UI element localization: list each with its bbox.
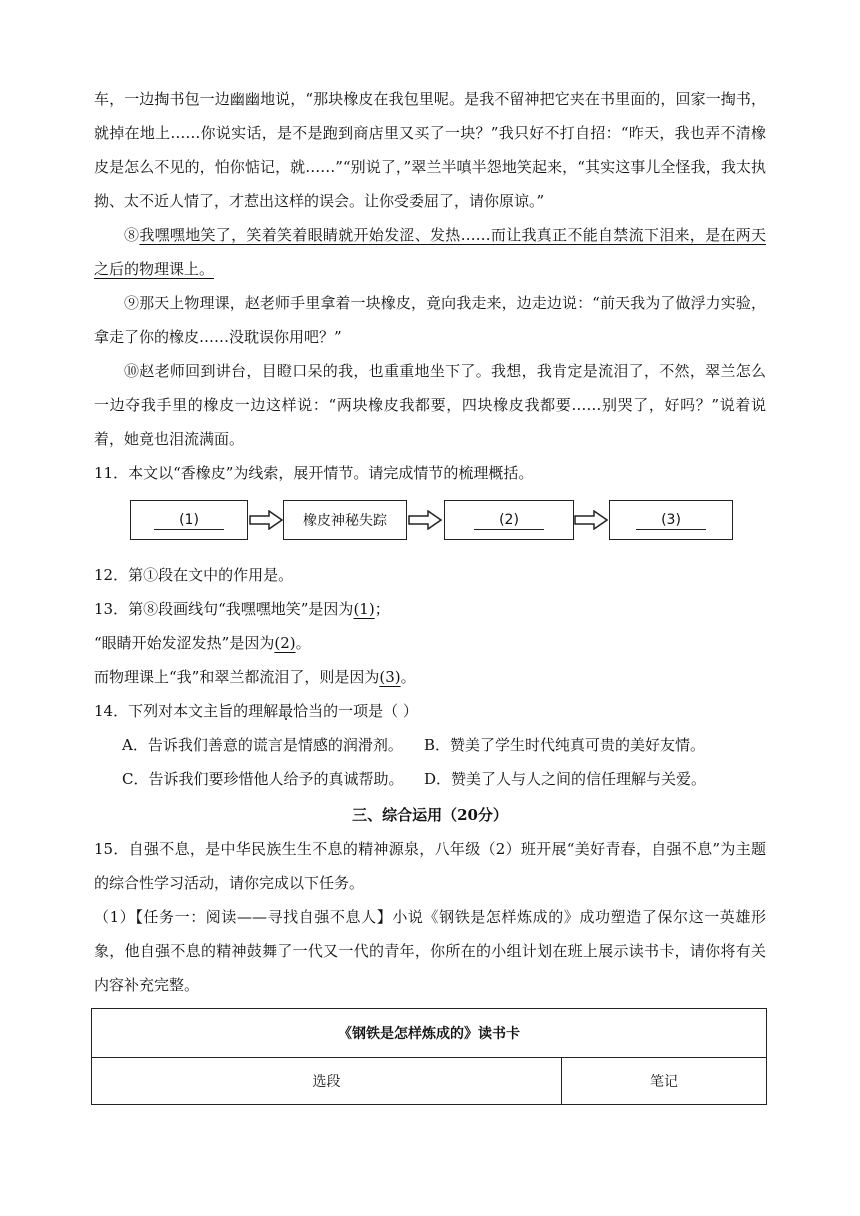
flow-box-4[interactable] <box>609 500 733 540</box>
flow-box-3[interactable] <box>444 500 574 540</box>
q13-punct: 。 <box>295 634 311 652</box>
question-15-task-1: （1）【任务一：阅读——寻找自强不息人】小说《钢铁是怎样炼成的》成功塑造了保尔这一英雄形象，他自强不息的精神鼓舞了一代又一代的青年，你所在的小组计划在班上展示读书卡，请你将有关内容补充完整。 <box>94 908 766 994</box>
q13-text: 13．第⑧段画线句“我嘿嘿地笑”是因为 <box>94 600 354 618</box>
blank-3: (3) <box>636 511 706 530</box>
q13-text: “眼睛开始发涩发热”是因为 <box>94 634 275 652</box>
section-heading: 三、综合运用（20分） <box>352 806 508 824</box>
question-12: 12．第①段在文中的作用是。 <box>94 566 294 584</box>
flow-box-1[interactable] <box>130 500 248 540</box>
right-arrow-icon <box>408 510 442 530</box>
underlined-sentence: 我嘿嘿地笑了，笑着笑着眼睛就开始发涩、发热……而让我真正不能自禁流下泪来，是在两天之后的物理课上。 <box>94 226 766 278</box>
passage-paragraph-continued: 车，一边掏书包一边幽幽地说，“那块橡皮在我包里呢。是我不留神把它夹在书里面的，回家一掏书，就掉在地上……你说实话，是不是跑到商店里又买了一块？”我只好不打自招：“昨天，我也弄不清橡皮是怎么不见的，怕你惦记，就……”“别说了，”翠兰半嗔半怨地笑起来，“其实这事儿全怪我，我太执拗、太不近人情了，才惹出这样的误会。让你受委屈了，请你原谅。” <box>94 90 766 210</box>
question-11: 11．本文以“香橡皮”为线索，展开情节。请完成情节的梳理概括。 <box>94 464 534 482</box>
flow-box-2 <box>283 500 407 540</box>
reading-card-table <box>91 1008 767 1105</box>
question-15: 15．自强不息，是中华民族生生不息的精神源泉，八年级（2）班开展“美好青春，自强不息”为主题的综合性学习活动，请你完成以下任务。 <box>94 840 766 892</box>
question-14 <box>94 694 766 728</box>
question-13-line-2 <box>94 626 766 660</box>
passage-paragraph-10: ⑩赵老师回到讲台，目瞪口呆的我，也重重地坐下了。我想，我肯定是流泪了，不然，翠兰怎么一边夺我手里的橡皮一边这样说：“两块橡皮我都要，四块橡皮我都要……别哭了，好吗？”说着说着，她竟也泪流满面。 <box>94 362 766 448</box>
question-13-line-3 <box>94 660 766 694</box>
answer-blank-1[interactable]: (1) <box>353 600 375 618</box>
plot-flow-diagram <box>94 494 766 552</box>
blank-1: (1) <box>154 511 224 530</box>
emphasis-dotted-char: 最 <box>278 702 294 720</box>
q14-options-row-1 <box>94 728 766 762</box>
q13-text: 而物理课上“我”和翠兰都流泪了，则是因为 <box>94 668 380 686</box>
passage-paragraph-9: ⑨那天上物理课，赵老师手里拿着一块橡皮，竟向我走来，边走边说：“前天我为了做浮力实验，拿走了你的橡皮……没耽误你用吧？” <box>94 294 766 346</box>
option-d[interactable]: D．赞美了人与人之间的信任理解与关爱。 <box>424 770 707 788</box>
exam-page <box>94 82 766 1105</box>
reading-card-title: 《钢铁是怎样炼成的》读书卡 <box>92 1009 767 1058</box>
paragraph-number: ⑧ <box>124 226 140 244</box>
question-13-line-1 <box>94 592 766 626</box>
q14-options-row-2 <box>94 762 766 796</box>
q14-text-end: 恰当的一项是（ ） <box>293 702 418 720</box>
q13-punct: ； <box>374 600 390 618</box>
option-a[interactable]: A．告诉我们善意的谎言是情感的润滑剂。 <box>122 736 403 754</box>
column-header-excerpt: 选段 <box>92 1058 562 1105</box>
option-c[interactable]: C．告诉我们要珍惜他人给予的真诚帮助。 <box>122 770 404 788</box>
column-header-notes: 笔记 <box>562 1058 767 1105</box>
q14-text: 14．下列对本文主旨的理解 <box>94 702 279 720</box>
flow-box-2-label: 橡皮神秘失踪 <box>303 513 387 529</box>
q13-punct: 。 <box>400 668 416 686</box>
passage-paragraph-8 <box>94 218 766 286</box>
answer-blank-2[interactable]: (2) <box>274 634 296 652</box>
option-b[interactable]: B．赞美了学生时代纯真可贵的美好友情。 <box>424 736 706 754</box>
right-arrow-icon <box>249 510 283 530</box>
right-arrow-icon <box>574 510 608 530</box>
blank-2: (2) <box>474 511 544 530</box>
answer-blank-3[interactable]: (3) <box>379 668 401 686</box>
